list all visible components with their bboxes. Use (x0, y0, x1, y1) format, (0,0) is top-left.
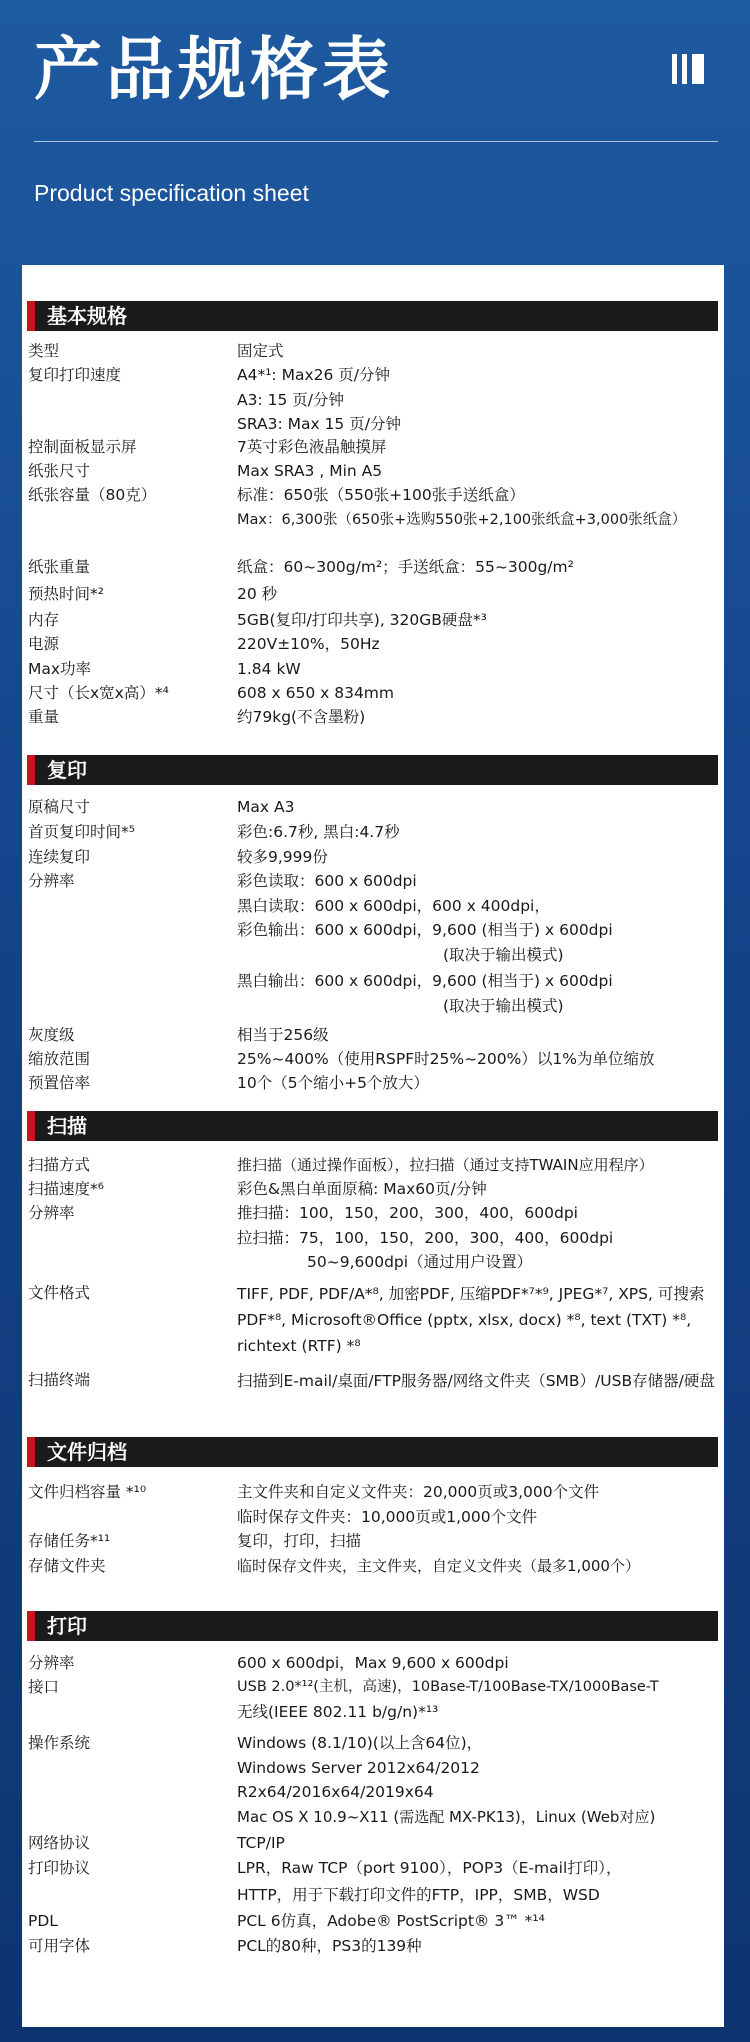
spec-value: Windows Server 2012x64/2012 (237, 1758, 480, 1777)
spec-value: 1.84 kW (237, 660, 301, 678)
spec-key: 存储任务*¹¹ (28, 1532, 111, 1550)
spec-key: 预热时间*² (28, 585, 104, 603)
spec-value: 50~9,600dpi（通过用户设置） (307, 1253, 533, 1271)
spec-value: 黑白输出：600 x 600dpi，9,600 (相当于) x 600dpi (237, 972, 613, 990)
spec-value: PCL 6仿真，Adobe® PostScript® 3™ *¹⁴ (237, 1912, 545, 1930)
spec-value: A3: 15 页/分钟 (237, 390, 344, 409)
section-header-basic (27, 301, 718, 331)
section-title: 文件归档 (47, 1440, 127, 1464)
spec-key: 首页复印时间*⁵ (28, 823, 135, 841)
section-accent (27, 1611, 35, 1641)
spec-value: 彩色输出：600 x 600dpi，9,600 (相当于) x 600dpi (237, 921, 613, 939)
spec-value: 主文件夹和自定义文件夹：20,000页或3,000个文件 (237, 1483, 600, 1501)
spec-value: 25%~400%（使用RSPF时25%~200%）以1%为单位缩放 (237, 1050, 655, 1068)
spec-value: Mac OS X 10.9~X11 (需选配 MX-PK13)，Linux (Web对应) (237, 1807, 656, 1826)
spec-key: 存储文件夹 (28, 1557, 106, 1575)
section-header-filing (27, 1437, 718, 1467)
spec-value: R2x64/2016x64/2019x64 (237, 1783, 434, 1801)
spec-key: 复印打印速度 (28, 366, 122, 384)
spec-value: 7英寸彩色液晶触摸屏 (237, 438, 387, 456)
spec-value: 5GB(复印/打印共享), 320GB硬盘*³ (237, 611, 487, 629)
spec-key: 网络协议 (28, 1834, 91, 1852)
spec-value: Max A3 (237, 798, 295, 816)
spec-key: PDL (28, 1912, 58, 1930)
spec-key: 分辨率 (28, 872, 75, 890)
spec-value: 纸盒：60~300g/m²；手送纸盒：55~300g/m² (237, 558, 574, 576)
spec-key: 可用字体 (28, 1937, 91, 1955)
page-subtitle: Product specification sheet (34, 180, 309, 206)
section-header-print (27, 1611, 718, 1641)
spec-value: 相当于256级 (237, 1026, 329, 1044)
spec-key: 预置倍率 (28, 1074, 91, 1092)
spec-key: 缩放范围 (28, 1050, 91, 1068)
spec-value: (取决于输出模式) (443, 996, 564, 1015)
spec-value: 无线(IEEE 802.11 b/g/n)*¹³ (237, 1702, 439, 1721)
spec-key: 连续复印 (28, 848, 91, 866)
spec-value: Max：6,300张（650张+选购550张+2,100张纸盒+3,000张纸盒） (237, 511, 687, 528)
spec-key: 纸张容量（80克） (28, 486, 157, 504)
spec-value: LPR，Raw TCP（port 9100），POP3（E-mail打印）， (237, 1859, 622, 1877)
section-accent (27, 1111, 35, 1141)
spec-key: 内存 (28, 611, 60, 629)
spec-key: 纸张尺寸 (28, 462, 91, 480)
section-accent (27, 1437, 35, 1467)
spec-value: 彩色:6.7秒, 黑白:4.7秒 (237, 823, 400, 841)
spec-value: 推扫描：100，150，200，300，400，600dpi (237, 1204, 578, 1222)
spec-value: 扫描到E-mail/桌面/FTP服务器/网络文件夹（SMB）/USB存储器/硬盘 (237, 1372, 715, 1390)
spec-key: 原稿尺寸 (28, 798, 91, 816)
spec-value: 固定式 (237, 342, 284, 360)
spec-key: 扫描方式 (28, 1156, 91, 1174)
section-title: 基本规格 (47, 304, 127, 328)
spec-key: 灰度级 (28, 1026, 75, 1044)
spec-value: A4*¹: Max26 页/分钟 (237, 366, 390, 384)
spec-value: PCL的80种，PS3的139种 (237, 1937, 422, 1955)
spec-value: 600 x 600dpi，Max 9,600 x 600dpi (237, 1654, 509, 1672)
spec-value: 20 秒 (237, 585, 278, 603)
spec-key: 接口 (28, 1678, 60, 1696)
spec-value: 标准：650张（550张+100张手送纸盒） (237, 486, 525, 504)
brand-logo-icon (672, 54, 708, 84)
page-title: 产品规格表 (34, 31, 395, 110)
header-divider (34, 141, 718, 142)
spec-value: (取决于输出模式) (443, 945, 564, 964)
spec-value: 推扫描（通过操作面板），拉扫描（通过支持TWAIN应用程序） (237, 1156, 654, 1174)
spec-value: TIFF, PDF, PDF/A*⁸, 加密PDF, 压缩PDF*⁷*⁹, JPEG*⁷, XPS, 可搜索PDF*⁸, Microsoft®Office (pptx, xlsx, docx) *⁸, text (TXT) *⁸, richtext (RTF) *⁸ (237, 1285, 705, 1355)
spec-key: 纸张重量 (28, 558, 91, 576)
spec-key: 电源 (28, 635, 60, 653)
spec-value: 临时保存文件夹：10,000页或1,000个文件 (237, 1507, 538, 1526)
spec-value: Windows (8.1/10)(以上含64位)， (237, 1734, 483, 1752)
section-header-copy (27, 755, 718, 785)
spec-value: 复印，打印，扫描 (237, 1532, 362, 1550)
spec-key: 分辨率 (28, 1654, 75, 1672)
spec-value: TCP/IP (237, 1834, 285, 1852)
section-header-scan (27, 1111, 718, 1141)
spec-value: HTTP，用于下载打印文件的FTP，IPP，SMB，WSD (237, 1885, 600, 1904)
spec-value: 彩色读取：600 x 600dpi (237, 872, 417, 890)
section-title: 打印 (47, 1614, 87, 1638)
spec-value: 黑白读取：600 x 600dpi，600 x 400dpi， (237, 896, 550, 915)
spec-value: 10个（5个缩小+5个放大） (237, 1074, 429, 1092)
spec-value: SRA3: Max 15 页/分钟 (237, 415, 401, 433)
spec-value: USB 2.0*¹²(主机，高速)，10Base-T/100Base-TX/1000Base-T (237, 1679, 659, 1695)
section-accent (27, 301, 35, 331)
spec-key: 类型 (28, 342, 60, 360)
section-title: 复印 (47, 758, 87, 782)
spec-key: 分辨率 (28, 1204, 75, 1222)
spec-key: 操作系统 (28, 1734, 91, 1752)
section-accent (27, 755, 35, 785)
spec-value: 约79kg(不含墨粉) (237, 708, 366, 726)
spec-value: 彩色&黑白单面原稿: Max60页/分钟 (237, 1180, 487, 1198)
spec-value: 临时保存文件夹，主文件夹，自定义文件夹（最多1,000个） (237, 1557, 640, 1575)
spec-value: Max SRA3 , Min A5 (237, 462, 383, 480)
spec-key: 扫描终端 (28, 1371, 91, 1389)
spec-sheet (22, 265, 724, 2027)
spec-key: 文件格式 (28, 1284, 91, 1302)
page-header (0, 0, 750, 265)
spec-key: 尺寸（长x宽x高）*⁴ (28, 684, 169, 702)
section-title: 扫描 (47, 1114, 87, 1138)
spec-value: 220V±10%，50Hz (237, 635, 380, 653)
spec-key: 打印协议 (28, 1859, 91, 1877)
spec-value: 拉扫描：75，100，150，200，300，400，600dpi (237, 1228, 614, 1247)
spec-key: Max功率 (28, 660, 92, 678)
spec-key: 控制面板显示屏 (28, 438, 137, 456)
spec-value: 较多9,999份 (237, 848, 328, 866)
spec-value: 608 x 650 x 834mm (237, 684, 395, 702)
spec-key: 扫描速度*⁶ (28, 1180, 104, 1198)
spec-key: 重量 (28, 708, 60, 726)
spec-key: 文件归档容量 *¹⁰ (28, 1483, 147, 1501)
